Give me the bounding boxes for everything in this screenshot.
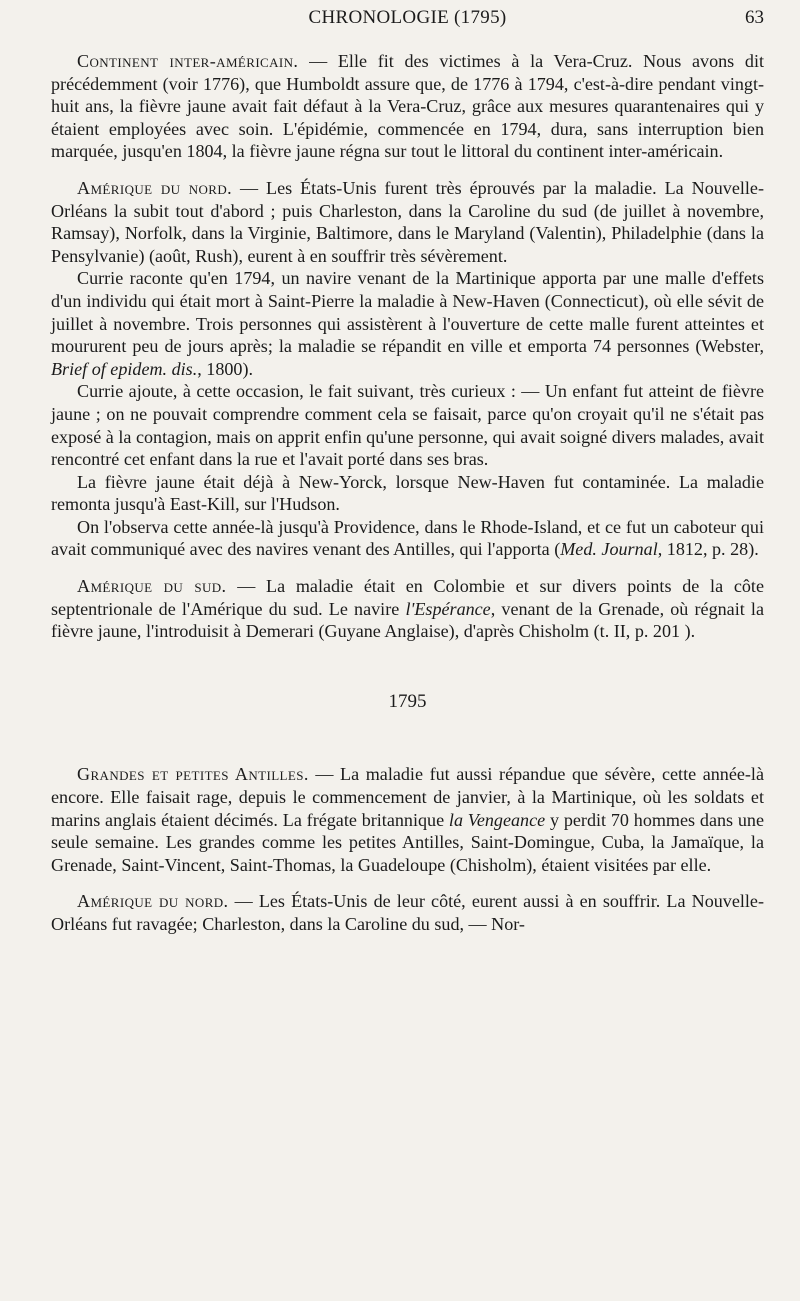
paragraph-currie-new-haven xyxy=(51,267,764,380)
paragraph-amerique-du-nord-1794 xyxy=(51,177,764,267)
paragraph-text: — Les États-Unis furent très éprouvés par la maladie. La Nouvelle-Orléans la subit tout d'abord ; puis Charleston, dans la Caroline du sud (de juillet à novembre, Ramsay), Norfolk, dans la Virginie, Baltimore, dans le Maryland (Valentin), Philadelphie (dans la Pensylvanie) (août, Rush), eurent à en souffrir très sévèrement. xyxy=(51,177,764,266)
running-title: CHRONOLOGIE (1795) xyxy=(308,7,507,28)
paragraph-new-yorck xyxy=(51,471,764,516)
paragraph-heading: Grandes et petites Antilles. xyxy=(77,764,309,785)
paragraph-heading: Amérique du nord. xyxy=(77,891,229,912)
paragraph-text: Currie ajoute, à cette occasion, le fait suivant, très curieux : — Un enfant fut atteint de fièvre jaune ; on ne pouvait comprendre comment cela se faisait, parce qu'on croyait qu'il ne s'était pas exposé à la contagion, mais on apprit enfin qu'une personne, qui avait soigné divers malades, avait rencontré cet enfant dans la rue et l'avait porté dans ses bras. xyxy=(51,381,764,470)
citation-title: Med. Journal xyxy=(560,539,658,560)
paragraph-amerique-du-sud xyxy=(51,575,764,643)
paragraph-amerique-du-nord-1795 xyxy=(51,890,764,935)
paragraph-continent-inter-americain xyxy=(51,50,764,163)
paragraph-text-end: , 1800). xyxy=(197,358,254,379)
paragraph-currie-enfant xyxy=(51,380,764,470)
paragraph-text: — Les États-Unis de leur côté, eurent aussi à en souffrir. La Nouvelle-Orléans fut ravagée; Charleston, dans la Caroline du sud, — Nor- xyxy=(51,891,764,934)
running-header xyxy=(51,0,764,50)
paragraph-heading: Amérique du nord. xyxy=(77,177,233,198)
paragraph-providence xyxy=(51,516,764,561)
page-number: 63 xyxy=(745,7,764,28)
paragraph-text: — Elle fit des victimes à la Vera-Cruz. Nous avons dit précédemment (voir 1776), que Humboldt assure que, de 1776 à 1794, c'est-à-dire pendant vingt-huit ans, la fièvre jaune avait fait défaut à la Vera-Cruz, grâce aux mesures quarantenaires qui y étaient employées avec soin. L'épidémie, commencée en 1794, dura, sans interruption bien marquée, jusqu'en 1804, la fièvre jaune régna sur tout le littoral du continent inter-américain. xyxy=(51,51,765,162)
paragraph-text: — La maladie était en Colombie et sur divers points de la côte septentrionale de l'Amérique du sud. Le navire xyxy=(51,576,764,619)
year-heading: 1795 xyxy=(388,690,427,712)
body-text xyxy=(51,50,764,936)
paragraph-antilles-1795 xyxy=(51,763,764,876)
paragraph-heading: Continent inter-américain. xyxy=(77,51,299,71)
paragraph-heading: Amérique du sud. xyxy=(77,576,227,597)
paragraph-text: La fièvre jaune était déjà à New-Yorck, lorsque New-Haven fut contaminée. La maladie remonta jusqu'à East-Kill, sur l'Hudson. xyxy=(51,471,764,515)
paragraph-text-end: , venant de la Grenade, où régnait la fièvre jaune, l'introduisit à Demerari (Guyane Anglaise), d'après Chisholm (t. II, p. 201 ). xyxy=(51,598,764,642)
paragraph-text: On l'observa cette année-là jusqu'à Providence, dans le Rhode-Island, et ce fut un caboteur qui avait communiqué avec des navires venant des Antilles, qui l'apporta ( xyxy=(51,516,764,560)
paragraph-text: — La maladie fut aussi répandue que sévère, cette année-là encore. Elle faisait rage, depuis le commencement de janvier, à la Martinique, où les soldats et marins anglais étaient décimés. La frégate britannique xyxy=(51,764,764,830)
paragraph-text-end: , 1812, p. 28). xyxy=(657,539,759,560)
citation-title: Brief of epidem. dis. xyxy=(51,358,198,379)
paragraph-text: Currie raconte qu'en 1794, un navire venant de la Martinique apporta par une malle d'effets d'un individu qui était mort à Saint-Pierre la maladie à New-Haven (Connecticut), où elle sévit de juillet à novembre. Trois personnes qui assistèrent à l'ouverture de cette malle furent atteintes et moururent peu de jours après; la maladie se répandit en ville et emporta 74 personnes (Webster, xyxy=(51,268,764,357)
ship-name: l'Espérance xyxy=(405,598,491,619)
paragraph-text-end: y perdit 70 hommes dans une seule semaine. Les grandes comme les petites Antilles, Saint-Domingue, Cuba, la Jamaïque, la Grenade, Saint-Vincent, Saint-Thomas, la Guadeloupe (Chisholm), étaient visitées par elle. xyxy=(51,809,764,875)
ship-name: la Vengeance xyxy=(448,809,546,830)
